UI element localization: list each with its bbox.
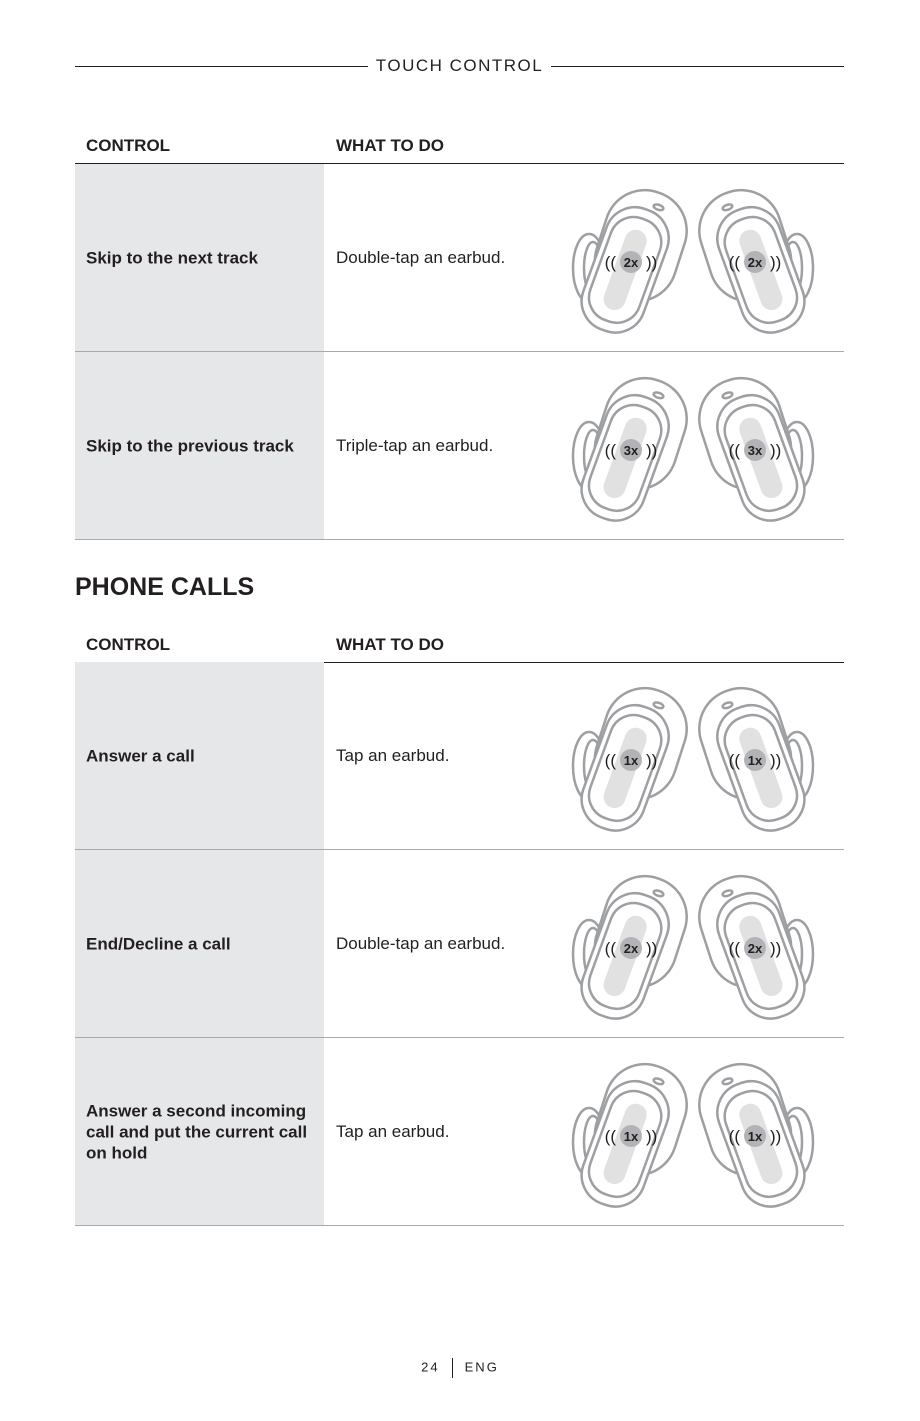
left-earbud-icon <box>573 368 697 528</box>
control-label: Skip to the next track <box>86 248 258 267</box>
earbuds-illustration <box>565 180 825 340</box>
tap-count: 1x <box>623 1129 639 1144</box>
header-title: TOUCH CONTROL <box>375 56 544 75</box>
page-header <box>75 56 844 76</box>
left-earbud-icon <box>573 678 697 838</box>
col-control: CONTROL <box>86 136 171 155</box>
control-label: Answer a second incoming call and put the current call on hold <box>86 1101 308 1162</box>
section-title: PHONE CALLS <box>75 573 255 601</box>
table-row <box>75 850 844 1038</box>
table-row <box>75 1038 844 1226</box>
vibration-left: (( <box>604 441 616 460</box>
vibration-right: )) <box>646 1127 658 1146</box>
vibration-right: )) <box>646 939 658 958</box>
right-earbud-icon <box>689 866 813 1026</box>
table-header <box>75 133 844 164</box>
control-label: Skip to the previous track <box>86 436 294 455</box>
vibration-left: (( <box>728 751 740 770</box>
left-earbud-icon <box>573 866 697 1026</box>
earbuds-illustration <box>565 368 825 528</box>
tap-count: 2x <box>747 255 763 270</box>
vibration-left: (( <box>728 441 740 460</box>
right-earbud-icon <box>689 678 813 838</box>
left-earbud-icon <box>573 1054 697 1214</box>
col-what: WHAT TO DO <box>336 635 444 654</box>
instruction: Double-tap an earbud. <box>336 247 506 267</box>
tap-count: 1x <box>623 753 639 768</box>
vibration-right: )) <box>770 751 782 770</box>
vibration-right: )) <box>770 1127 782 1146</box>
earbuds-illustration <box>565 678 825 838</box>
tap-count: 1x <box>747 753 763 768</box>
instruction: Triple-tap an earbud. <box>336 435 494 455</box>
vibration-right: )) <box>646 253 658 272</box>
instruction: Tap an earbud. <box>336 1121 450 1141</box>
vibration-left: (( <box>604 253 616 272</box>
control-label: Answer a call <box>86 746 195 765</box>
tap-count: 2x <box>623 941 639 956</box>
vibration-left: (( <box>604 1127 616 1146</box>
tap-count: 2x <box>747 941 763 956</box>
tap-count: 2x <box>623 255 639 270</box>
vibration-left: (( <box>728 939 740 958</box>
table-header <box>75 632 844 663</box>
table-row <box>75 352 844 540</box>
vibration-right: )) <box>646 751 658 770</box>
right-earbud-icon <box>689 1054 813 1214</box>
tap-count: 1x <box>747 1129 763 1144</box>
vibration-right: )) <box>770 939 782 958</box>
language: ENG <box>464 1359 499 1375</box>
earbuds-illustration <box>565 1054 825 1214</box>
page-number: 24 <box>421 1359 440 1375</box>
table-row <box>75 662 844 850</box>
tap-count: 3x <box>747 443 763 458</box>
vibration-left: (( <box>604 939 616 958</box>
right-earbud-icon <box>689 368 813 528</box>
col-control: CONTROL <box>86 635 171 654</box>
earbuds-illustration <box>565 866 825 1026</box>
instruction: Tap an earbud. <box>336 745 450 765</box>
col-what: WHAT TO DO <box>336 136 444 155</box>
vibration-right: )) <box>770 253 782 272</box>
vibration-left: (( <box>604 751 616 770</box>
tap-count: 3x <box>623 443 639 458</box>
instruction: Double-tap an earbud. <box>336 933 506 953</box>
right-earbud-icon <box>689 180 813 340</box>
control-label: End/Decline a call <box>86 934 231 953</box>
vibration-right: )) <box>646 441 658 460</box>
left-earbud-icon <box>573 180 697 340</box>
vibration-right: )) <box>770 441 782 460</box>
vibration-left: (( <box>728 1127 740 1146</box>
vibration-left: (( <box>728 253 740 272</box>
table-row <box>75 164 844 352</box>
footer <box>0 1358 920 1378</box>
